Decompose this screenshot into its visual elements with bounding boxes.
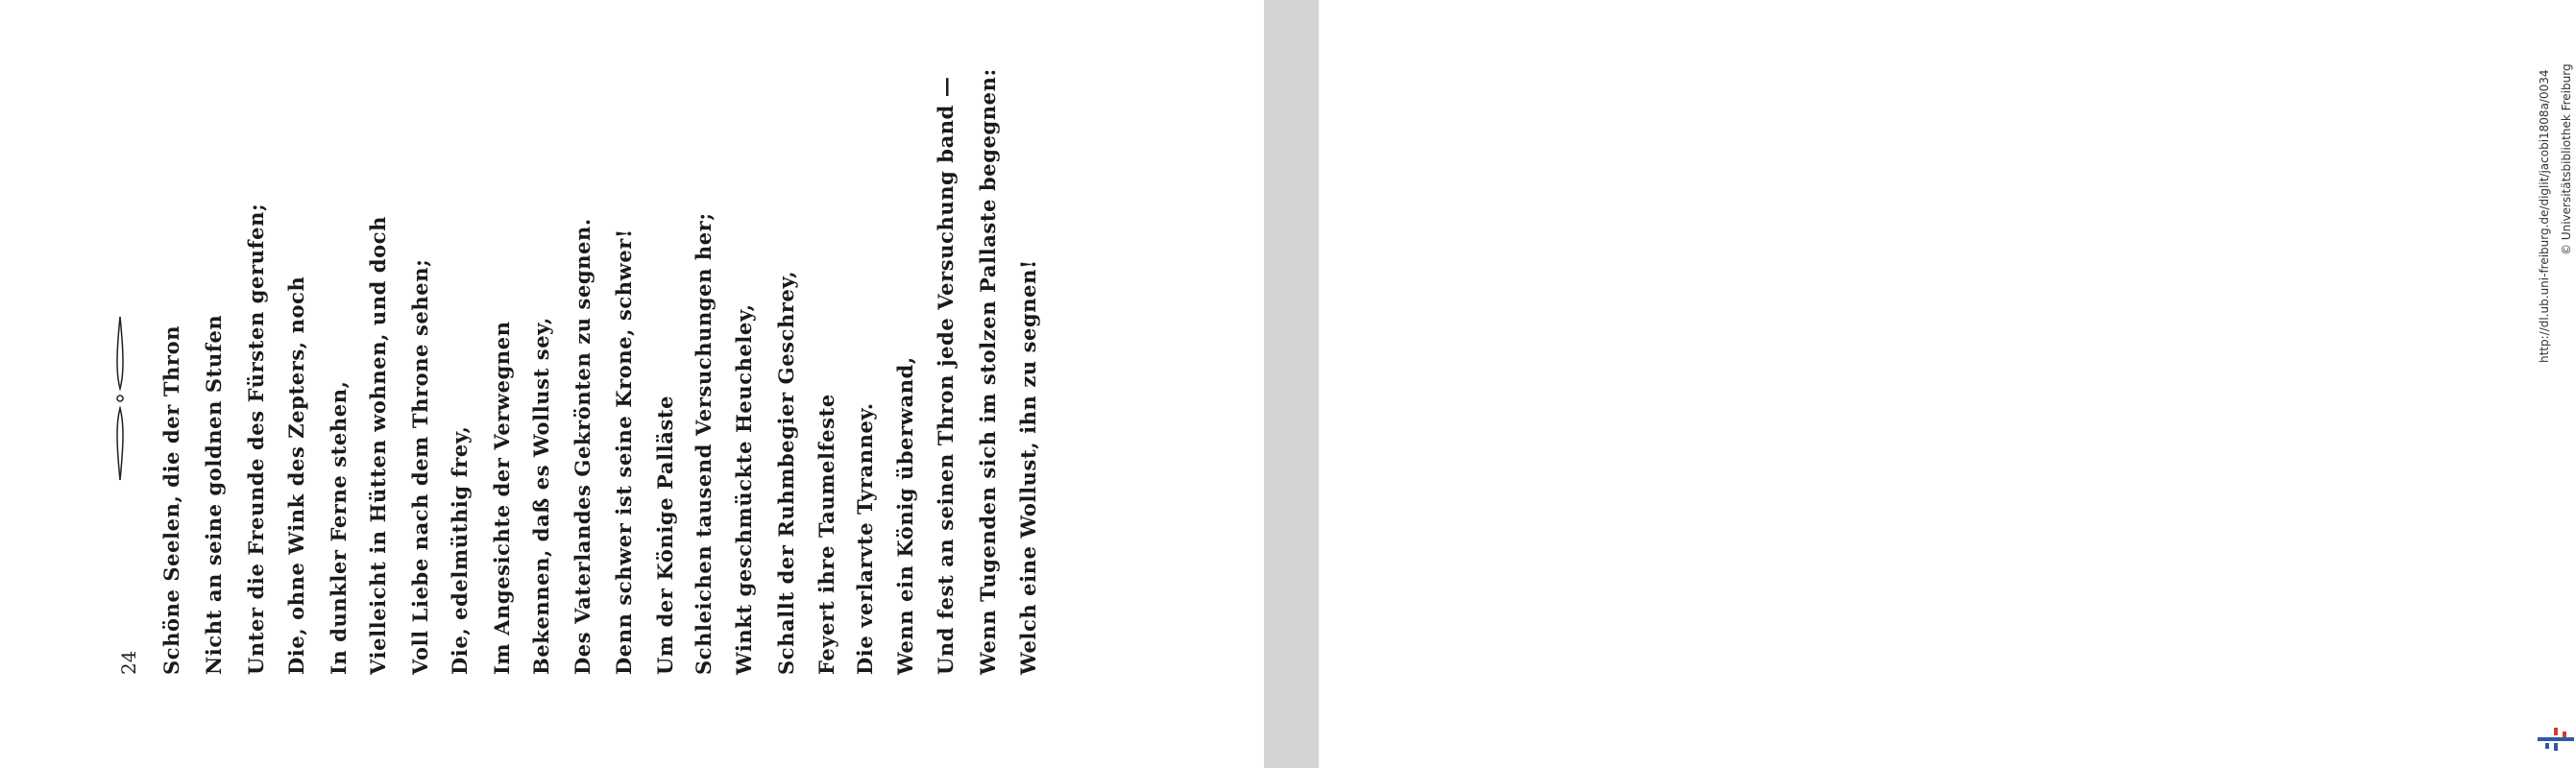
poem-line: Die, ohne Wink des Zepters, noch: [284, 276, 308, 675]
poem-line: Im Angesichte der Verwegnen: [490, 321, 514, 675]
poem-line: Winkt geschmückte Heucheley,: [732, 303, 756, 675]
poem-line: Des Vaterlandes Gekrönten zu segnen.: [571, 218, 595, 675]
poem-line: Die, edelmüthig frey,: [448, 425, 472, 675]
poem-line: Und fest an seinen Thron jede Versuchung band —: [934, 76, 958, 675]
viewer-sidebar: [1264, 0, 2573, 768]
ub-freiburg-logo-icon: [2536, 720, 2576, 758]
poem-line: Vielleicht in Hütten wohnen, und doch: [366, 216, 390, 675]
ornament-divider-icon: [113, 317, 127, 480]
poem-line: Um der Könige Palläste: [653, 395, 677, 675]
poem-line: Wenn ein König überwand,: [893, 356, 917, 675]
poem-line: Schöne Seelen, die der Thron: [159, 324, 183, 675]
poem-line: Schleichen tausend Versuchungen her;: [692, 212, 716, 675]
poem-line: Welch eine Wollust, ihn zu segnen!: [1016, 259, 1040, 675]
poem-line: Schallt der Ruhmbegier Geschrey,: [774, 270, 798, 675]
poem-line: Nicht an seine goldnen Stufen: [202, 314, 226, 675]
poem-line: Unter die Freunde des Fürsten gerufen;: [244, 203, 268, 675]
page-number: 24: [117, 650, 140, 675]
poem-line: Feyert ihre Taumelfeste: [814, 394, 838, 675]
source-url[interactable]: http://dl.ub.uni-freiburg.de/diglit/jacobi1808a/0034: [2538, 69, 2551, 363]
poem-line: Bekennen, daß es Wollust sey,: [529, 317, 553, 675]
poem-line: Voll Liebe nach dem Throne sehen;: [408, 258, 432, 675]
poem-line: In dunkler Ferne stehen,: [327, 380, 351, 675]
poem-line: Denn schwer ist seine Krone, schwer!: [612, 228, 636, 675]
poem-line: Die verlarvte Tyranney.: [853, 402, 877, 675]
copyright-notice: © Universitätsbibliothek Freiburg: [2560, 63, 2573, 255]
poem-line: Wenn Tugenden sich im stolzen Pallaste begegnen:: [976, 68, 1000, 675]
scanned-page: [0, 0, 1264, 768]
